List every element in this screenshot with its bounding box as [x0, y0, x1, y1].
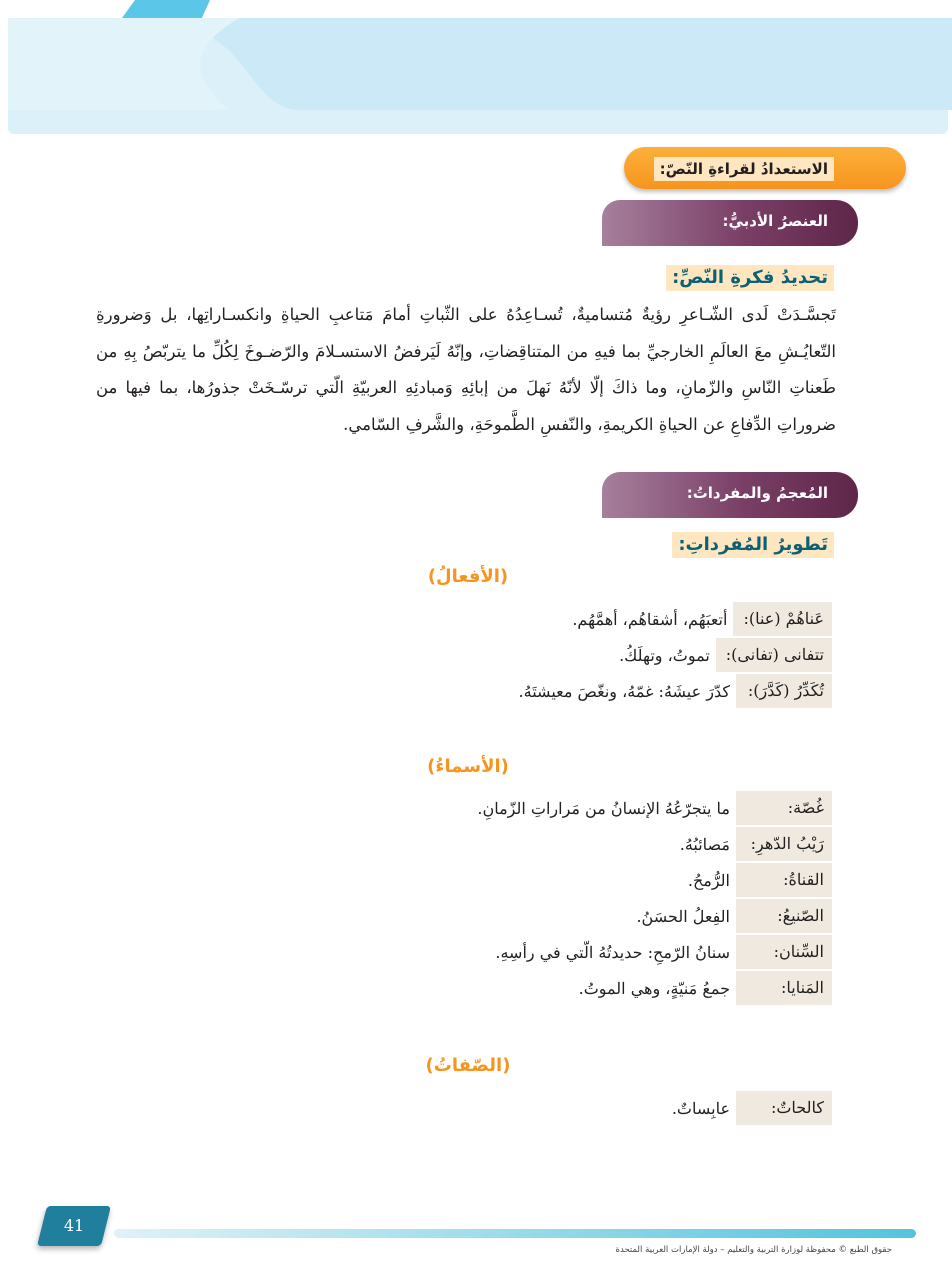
nouns-label: (الأسماءُ) — [427, 756, 509, 777]
section-heading-pill — [624, 147, 906, 189]
list-item — [112, 674, 832, 708]
page-number: 41 — [63, 1216, 85, 1235]
list-item — [112, 1091, 832, 1125]
vocab-term: كالحاتٌ: — [736, 1091, 832, 1125]
lexicon-label: المُعجمُ والمفرداتُ: — [686, 484, 828, 502]
vocabulary-subheading: تَطويرُ المُفرداتِ: — [672, 532, 834, 558]
list-item — [112, 791, 832, 825]
list-item — [112, 602, 832, 636]
nouns-list — [112, 791, 832, 1007]
vocab-term: تُكَدِّرُ (كَدَّرَ): — [736, 674, 832, 708]
vocab-term: القناةُ: — [736, 863, 832, 897]
vocab-definition: أتعبَهُم، أشقاهُم، أهمَّهُم. — [572, 609, 728, 629]
list-item — [112, 899, 832, 933]
vocab-definition: ما يتجرّعُهُ الإنسانُ من مَراراتِ الزّمانِ. — [477, 798, 730, 818]
literary-element-label: العنصرُ الأدبيُّ: — [722, 212, 828, 230]
text-idea-subheading: تحديدُ فكرةِ النّصِّ: — [666, 265, 834, 291]
list-item — [112, 863, 832, 897]
verbs-label: (الأفعالُ) — [427, 566, 509, 587]
lexicon-tab — [602, 472, 858, 518]
vocab-term: غُصّة: — [736, 791, 832, 825]
vocab-definition: تموتُ، وتهلَكُ. — [619, 645, 710, 665]
vocab-term: عَناهُمْ (عنا): — [733, 602, 832, 636]
literary-element-tab — [602, 200, 858, 246]
list-item — [112, 638, 832, 672]
adjectives-list — [112, 1091, 832, 1127]
vocab-definition: سنانُ الرّمحِ: حديدتُهُ الّتي في رأسِهِ. — [495, 942, 730, 962]
vocab-term: المَنايا: — [736, 971, 832, 1005]
page-number-badge — [37, 1206, 111, 1246]
vocab-definition: مَصائبُهُ. — [679, 834, 730, 854]
copyright-text: حقوق الطبع © محفوظة لوزارة التربية والتعليم – دولة الإمارات العربية المتحدة — [615, 1245, 892, 1255]
vocab-definition: الرُّمحُ. — [687, 870, 730, 890]
vocab-term: الصّنيعُ: — [736, 899, 832, 933]
vocab-definition: جمعُ مَنيّةٍ، وهي الموتُ. — [578, 978, 730, 998]
verbs-list — [112, 602, 832, 710]
vocab-term: السِّنان: — [736, 935, 832, 969]
vocab-term: تتفانى (تفانى): — [716, 638, 832, 672]
vocab-definition: كدّرَ عيشَهُ: غمّهُ، ونغّصَ معيشتَهُ. — [518, 681, 730, 701]
list-item — [112, 935, 832, 969]
header-decoration — [0, 0, 952, 140]
list-item — [112, 971, 832, 1005]
vocab-definition: الفِعلُ الحسَنُ. — [636, 906, 730, 926]
vocab-definition: عابِساتٌ. — [671, 1098, 730, 1118]
footer-bar — [114, 1229, 916, 1238]
adjectives-label: (الصّفاتُ) — [425, 1055, 511, 1076]
section-heading: الاستعدادُ لقراءةِ النّصّ: — [654, 157, 834, 181]
text-idea-paragraph: تَجسَّـدَتْ لَدى الشّـاعرِ رؤيةٌ مُتساميةٌ، تُسـاعِدُهُ على الثّباتِ أمامَ مَتاعبِ الحياةِ وانكسـاراتِها، بل وَضرورةِ التّعايُـشِ معَ العالَمِ الخارجيِّ بما فيهِ من المتناقِضاتِ، وإنّهُ لَيَرفضُ الاستسـلامَ والرّضـوخَ لِكُلِّ ما يتربّصُ بِهِ من طَعناتِ النّاسِ والزّمانِ، وما ذاكَ إلّا لأنّهُ نَهلَ من إبائِهِ وَمبادئِهِ العربيّةِ الّتي ترسّـخَتْ جذورُها، بما فيها من ضروراتِ الدِّفاعِ عن الحياةِ الكريمةِ، والنّفسِ الطَّموحَةِ، والشَّرفِ السّامي. — [96, 305, 836, 434]
list-item — [112, 827, 832, 861]
vocab-term: رَيْبُ الدّهرِ: — [736, 827, 832, 861]
